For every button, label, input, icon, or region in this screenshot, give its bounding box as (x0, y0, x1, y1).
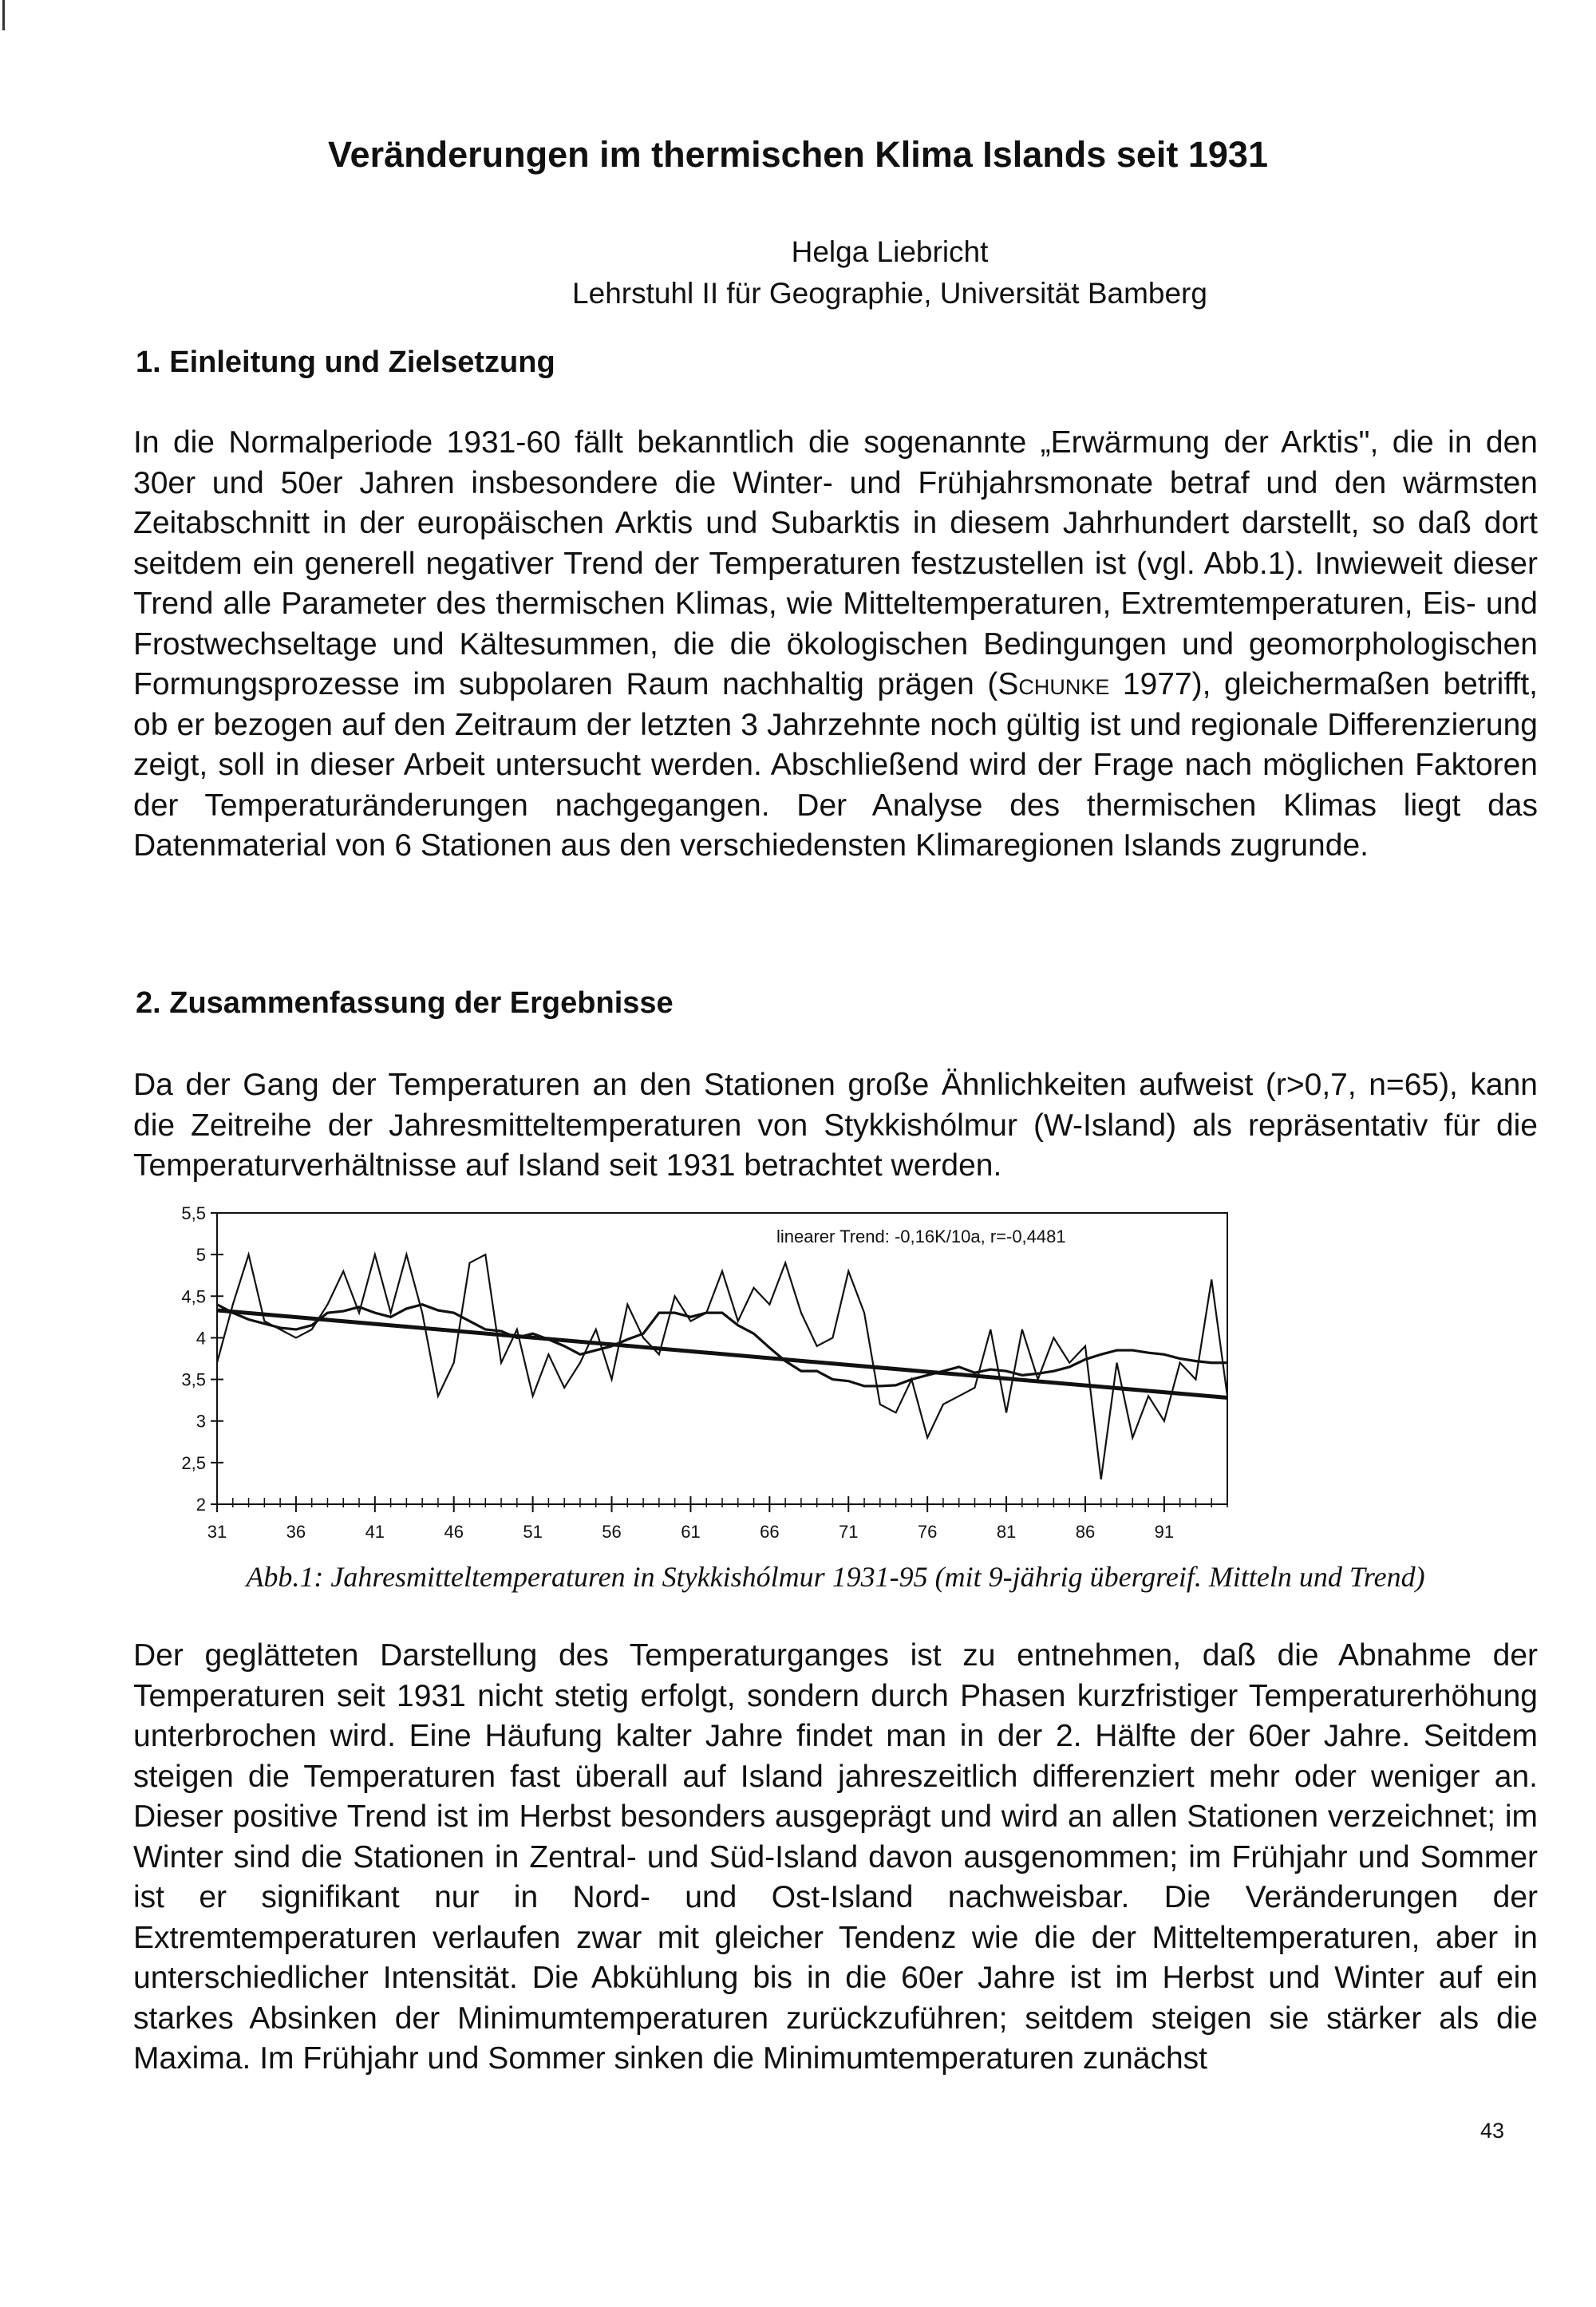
section-2-paragraph-2: Der geglätteten Darstellung des Temperaturganges ist zu entnehmen, daß die Abnahme der Temperaturen seit 1931 nicht stetig erfolgt, sondern durch Phasen kurzfristiger Temperaturerhöhung unterbrochen wird. Eine Häufung kalter Jahre findet man in der 2. Hälfte der 60er Jahre. Seitdem steigen die Temperaturen fast überall auf Island jahreszeitlich differenziert mehr oder weniger an. Dieser positive Trend ist im Herbst besonders ausgeprägt und wird an allen Stationen verzeichnet; im Winter sind die Stationen in Zentral- und Süd-Island davon ausgenommen; im Frühjahr und Sommer ist er signifikant nur in Nord- und Ost-Island nachweisbar. Die Veränderungen der Extremtemperaturen verlaufen zwar mit gleicher Tendenz wie die der Mitteltemperaturen, aber in unterschiedlicher Intensität. Die Abkühlung bis in die 60er Jahre ist im Herbst und Winter auf ein starkes Absinken der Minimumtemperaturen zurückzuführen; seitdem steigen sie stärker als die Maxima. Im Frühjahr und Sommer sinken die Minimumtemperaturen zunächst (133, 1638, 1538, 2076)
x-tick-label: 81 (996, 1522, 1017, 1542)
y-tick-label: 4,5 (181, 1286, 206, 1307)
author-block (0, 231, 1596, 314)
y-tick-label: 3 (196, 1411, 206, 1432)
figure-1-chart (156, 1193, 1560, 1568)
y-tick-label: 5 (196, 1245, 206, 1266)
y-tick-label: 4 (196, 1328, 206, 1349)
section-1-text-b: 1977), gleichermaßen betrifft, ob er bezogen auf den Zeitraum der letzten 3 Jahrzehnte noch gültig ist und regionale Differenzierung zeigt, soll in dieser Arbeit untersucht werden. Abschließend wird der Frage nach möglichen Faktoren der Temperaturänderungen nachgegangen. Der Analyse des thermischen Klimas liegt das Datenmaterial von 6 Stationen aus den verschiedensten Klimaregionen Islands zugrunde. (133, 667, 1538, 863)
figure-1-caption: Abb.1: Jahresmitteltemperaturen in Stykkishólmur 1931-95 (mit 9-jährig übergreif. Mitteln und Trend) (246, 1561, 1425, 1593)
x-tick-label: 66 (760, 1522, 780, 1542)
y-tick-label: 5,5 (181, 1203, 206, 1223)
page-title: Veränderungen im thermischen Klima Islands seit 1931 (328, 134, 1268, 175)
x-tick-label: 86 (1075, 1522, 1096, 1542)
chart-series (217, 1254, 1227, 1479)
x-tick-label: 46 (444, 1522, 464, 1542)
y-tick-label: 2,5 (181, 1452, 206, 1473)
section-2-paragraph-1: Da der Gang der Temperaturen an den Stationen große Ähnlichkeiten aufweist (r>0,7, n=65), kann die Zeitreihe der Jahresmitteltemperaturen von Stykkishólmur (W-Island) als repräsentativ für die Temperaturverhältnisse auf Island seit 1931 betrachtet werden. (133, 1068, 1538, 1183)
x-tick-label: 36 (286, 1522, 306, 1542)
x-tick-label: 41 (365, 1522, 385, 1542)
plot-frame (217, 1213, 1227, 1504)
section-2-heading: 2. Zusammenfassung der Ergebnisse (136, 986, 674, 1020)
x-tick-label: 91 (1154, 1522, 1175, 1542)
x-tick-label: 56 (602, 1522, 622, 1542)
x-tick-label: 51 (523, 1522, 543, 1542)
trend-annotation: linearer Trend: -0,16K/10a, r=-0,4481 (776, 1227, 1066, 1246)
section-1-heading: 1. Einleitung und Zielsetzung (136, 346, 555, 379)
chart-axes (211, 1213, 1227, 1512)
x-tick-label: 31 (207, 1522, 227, 1542)
author-name: Helga Liebricht (791, 235, 989, 268)
y-tick-label: 2 (196, 1495, 206, 1515)
page-number: 43 (1480, 2119, 1505, 2143)
author-affiliation: Lehrstuhl II für Geographie, Universität Bamberg (572, 277, 1207, 310)
scan-edge-mark (2, 0, 5, 30)
section-1-text-a: In die Normalperiode 1931-60 fällt bekanntlich die sogenannte „Erwärmung der Arktis", die in den 30er und 50er Jahren insbesondere die Winter- und Frühjahrsmonate betraf und den wärmsten Zeitabschnitt in der europäischen Arktis und Subarktis in diesem Jahrhundert darstellt, so daß dort seitdem ein generell negativer Trend der Temperaturen festzustellen ist (vgl. Abb.1). Inwieweit dieser Trend alle Parameter des thermischen Klimas, wie Mitteltemperaturen, Extremtemperaturen, Eis- und Frostwechseltage und Kältesummen, die die ökologischen Bedingungen und geomorphologischen Formungsprozesse im subpolaren Raum nachhaltig prägen ( (133, 425, 1538, 701)
x-tick-label: 71 (839, 1522, 859, 1542)
citation-author: Schunke (998, 667, 1110, 701)
annual-mean-line (217, 1254, 1227, 1479)
x-tick-label: 76 (917, 1522, 938, 1542)
y-tick-label: 3,5 (181, 1369, 206, 1390)
x-tick-label: 61 (681, 1522, 701, 1542)
moving-average-line (217, 1305, 1227, 1386)
section-1-paragraph (133, 423, 1538, 867)
temperature-chart-svg (156, 1193, 1560, 1568)
linear-trend-line (217, 1310, 1227, 1398)
chart-tick-labels (181, 1203, 1174, 1542)
